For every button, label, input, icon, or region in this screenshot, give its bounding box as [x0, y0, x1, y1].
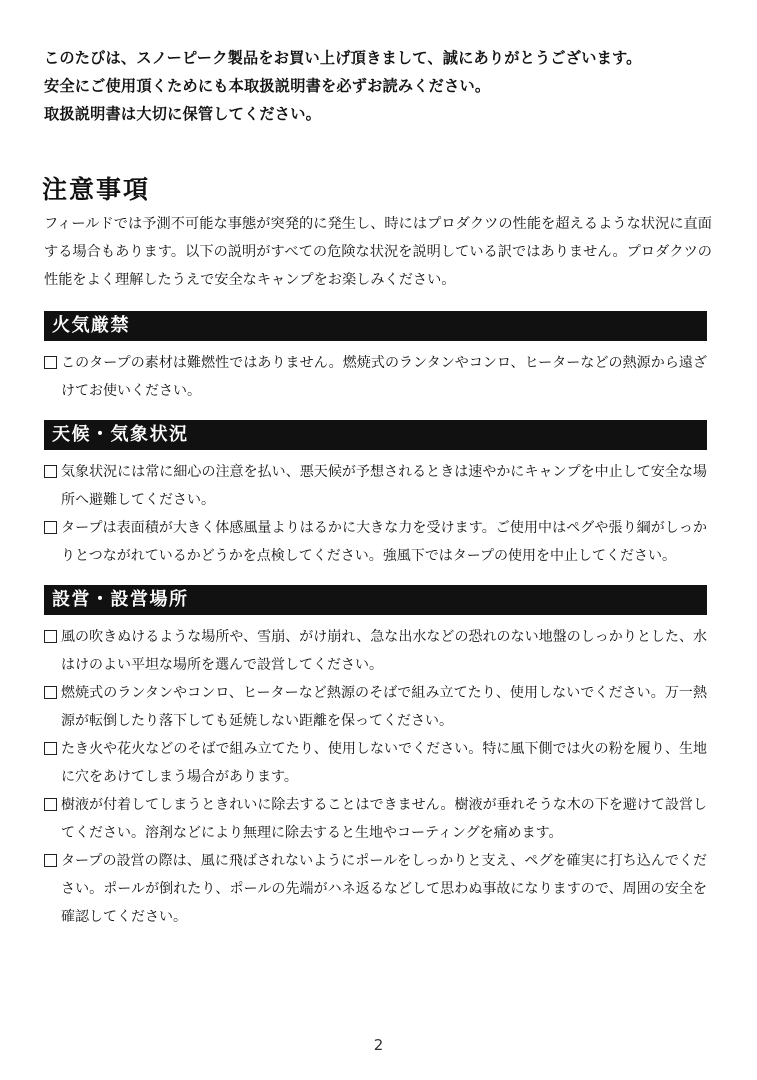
caution-text: 風の吹きぬけるような場所や、雪崩、がけ崩れ、急な出水などの恐れのない地盤のしっかりとした、水はけのよい平坦な場所を選んで設営してください。	[61, 629, 707, 673]
caution-text: タープは表面積が大きく体感風量よりはるかに大きな力を受けます。ご使用中はペグや張り綱がしっかりとつながれているかどうかを点検してください。強風下ではタープの使用を中止してください。	[61, 520, 707, 564]
section-setup-location	[44, 585, 707, 931]
caution-item	[44, 514, 707, 570]
caution-item	[44, 623, 707, 679]
checkbox-square-icon	[44, 630, 57, 643]
intro-line: このたびは、スノーピーク製品をお買い上げ頂きまして、誠にありがとうございます。	[44, 49, 642, 67]
section-heading: 火気厳禁	[44, 311, 707, 341]
section-weather	[44, 420, 707, 570]
intro-block	[44, 44, 724, 128]
caution-item	[44, 679, 707, 735]
section-heading: 天候・気象状況	[44, 420, 707, 450]
checkbox-square-icon	[44, 521, 57, 534]
caution-item	[44, 458, 707, 514]
intro-line: 取扱説明書は大切に保管してください。	[44, 105, 321, 123]
caution-text: たき火や花火などのそばで組み立てたり、使用しないでください。特に風下側では火の粉を履り、生地に穴をあけてしまう場合があります。	[61, 741, 707, 785]
checkbox-square-icon	[44, 854, 57, 867]
page-title: 注意事項	[42, 175, 151, 204]
caution-item	[44, 735, 707, 791]
caution-item	[44, 791, 707, 847]
caution-text: タープの設営の際は、風に飛ばされないようにポールをしっかりと支え、ペグを確実に打ち込んでください。ポールが倒れたり、ポールの先端がハネ返るなどして思わぬ事故になりますので、周囲の安全を確認してください。	[61, 853, 707, 925]
page-number: 2	[373, 1036, 384, 1054]
checkbox-square-icon	[44, 798, 57, 811]
caution-text: 燃焼式のランタンやコンロ、ヒーターなど熱源のそばで組み立てたり、使用しないでください。万一熱源が転倒したり落下しても延焼しない距離を保ってください。	[61, 685, 707, 729]
caution-text: 樹液が付着してしまうときれいに除去することはできません。樹液が垂れそうな木の下を避けて設営してください。溶剤などにより無理に除去すると生地やコーティングを痛めます。	[61, 797, 707, 841]
caution-list	[44, 349, 707, 405]
caution-item	[44, 847, 707, 931]
checkbox-square-icon	[44, 465, 57, 478]
caution-list	[44, 458, 707, 570]
section-fire-prohibited	[44, 311, 707, 405]
checkbox-square-icon	[44, 742, 57, 755]
checkbox-square-icon	[44, 356, 57, 369]
caution-text: 気象状況には常に細心の注意を払い、悪天候が予想されるときは速やかにキャンプを中止して安全な場所へ避難してください。	[61, 464, 707, 508]
lead-paragraph: フィールドでは予測不可能な事態が突発的に発生し、時にはプロダクツの性能を超えるような状況に直面する場合もあります。以下の説明がすべての危険な状況を説明している訳ではありません。プロダクツの性能をよく理解したうえで安全なキャンプをお楽しみください。	[44, 216, 712, 288]
caution-list	[44, 623, 707, 931]
intro-line: 安全にご使用頂くためにも本取扱説明書を必ずお読みください。	[44, 77, 491, 95]
caution-text: このタープの素材は難燃性ではありません。燃焼式のランタンやコンロ、ヒーターなどの熱源から遠ざけてお使いください。	[61, 355, 707, 399]
caution-item	[44, 349, 707, 405]
section-heading: 設営・設営場所	[44, 585, 707, 615]
checkbox-square-icon	[44, 686, 57, 699]
